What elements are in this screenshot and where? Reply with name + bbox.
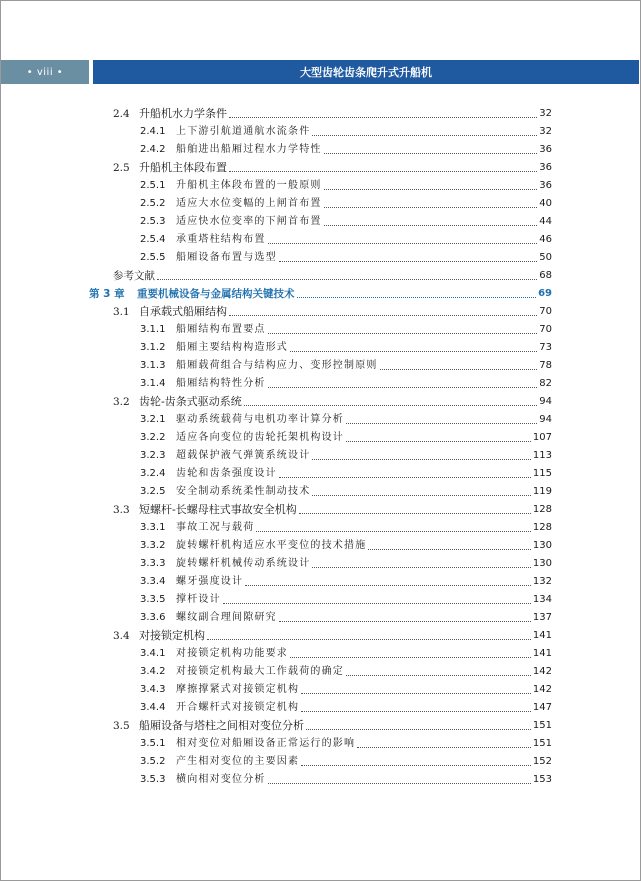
toc-entry-title: 对接锁定机构功能要求 bbox=[176, 648, 288, 659]
toc-entry[interactable] bbox=[140, 337, 552, 355]
toc-entry-title: 事故工况与载荷 bbox=[176, 522, 255, 533]
toc-entry-page: 141 bbox=[532, 648, 552, 659]
toc-entry-title: 对接锁定机构 bbox=[139, 629, 205, 642]
toc-entry-number: 3.4.2 bbox=[140, 666, 166, 677]
toc-entry[interactable] bbox=[113, 103, 552, 121]
toc-entry-page: 128 bbox=[532, 522, 552, 533]
toc-entry-number: 2.5.5 bbox=[140, 252, 166, 263]
toc-entry-number: 3.5.3 bbox=[140, 774, 166, 785]
page-number-label: • viii • bbox=[1, 60, 89, 84]
toc-entry-title: 重要机械设备与金属结构关键技术 bbox=[137, 288, 295, 300]
toc-entry[interactable] bbox=[140, 589, 552, 607]
dot-leader bbox=[346, 440, 531, 442]
dot-leader bbox=[312, 134, 537, 136]
dot-leader bbox=[301, 710, 531, 712]
toc-entry-page: 137 bbox=[532, 612, 552, 623]
dot-leader bbox=[229, 116, 537, 118]
toc-entry-number: 3.5.1 bbox=[140, 738, 166, 749]
toc-entry-number: 3.1.3 bbox=[140, 360, 166, 371]
toc-entry-page: 70 bbox=[539, 306, 552, 317]
toc-entry[interactable] bbox=[140, 535, 552, 553]
toc-entry-title: 旋转螺杆机械传动系统设计 bbox=[176, 558, 311, 569]
toc-entry[interactable] bbox=[140, 733, 552, 751]
dot-leader bbox=[279, 260, 537, 262]
toc-entry-page: 73 bbox=[539, 342, 552, 353]
toc-entry-page: 152 bbox=[532, 756, 552, 767]
toc-entry[interactable] bbox=[140, 445, 552, 463]
toc-references-entry[interactable] bbox=[113, 265, 552, 283]
toc-entry-title: 撑杆设计 bbox=[176, 594, 221, 605]
toc-entry-number: 3.4.3 bbox=[140, 684, 166, 695]
toc-entry-title: 船厢结构特性分析 bbox=[176, 378, 266, 389]
toc-entry[interactable] bbox=[140, 355, 552, 373]
dot-leader bbox=[324, 152, 538, 154]
toc-entry[interactable] bbox=[140, 229, 552, 247]
toc-entry-number: 2.5.2 bbox=[140, 198, 166, 209]
toc-entry-number: 3.3.4 bbox=[140, 576, 166, 587]
toc-entry-page: 40 bbox=[539, 198, 552, 209]
toc-entry-number: 3.3.6 bbox=[140, 612, 166, 623]
toc-entry-page: 130 bbox=[532, 540, 552, 551]
toc-entry-page: 32 bbox=[539, 126, 552, 137]
toc-entry-number: 3.3 bbox=[113, 504, 130, 516]
toc-entry-page: 113 bbox=[532, 450, 552, 461]
dot-leader bbox=[357, 746, 531, 748]
dot-leader bbox=[279, 620, 531, 622]
toc-entry-page: 151 bbox=[532, 720, 552, 731]
toc-entry-page: 107 bbox=[532, 432, 552, 443]
dot-leader bbox=[312, 566, 531, 568]
toc-entry-number: 3.1.2 bbox=[140, 342, 166, 353]
toc-entry-title: 船厢设备布置与选型 bbox=[176, 252, 277, 263]
toc-entry-number: 3.2.4 bbox=[140, 468, 166, 479]
toc-entry-page: 147 bbox=[532, 702, 552, 713]
toc-entry-title: 船厢载荷组合与结构应力、变形控制原则 bbox=[176, 360, 378, 371]
toc-entry-page: 151 bbox=[532, 738, 552, 749]
toc-entry[interactable] bbox=[140, 319, 552, 337]
toc-entry-number: 2.5.1 bbox=[140, 180, 166, 191]
toc-entry-page: 141 bbox=[532, 630, 552, 641]
toc-entry[interactable] bbox=[113, 499, 552, 517]
toc-entry-number: 3.2.3 bbox=[140, 450, 166, 461]
dot-leader bbox=[207, 638, 531, 640]
toc-entry-title: 适应快水位变率的下闸首布置 bbox=[176, 216, 322, 227]
toc-entry-number: 3.3.2 bbox=[140, 540, 166, 551]
dot-leader bbox=[299, 512, 531, 514]
toc-entry[interactable] bbox=[140, 121, 552, 139]
toc-entry[interactable] bbox=[140, 481, 552, 499]
toc-entry-page: 142 bbox=[532, 666, 552, 677]
dot-leader bbox=[290, 350, 537, 352]
toc-entry-page: 119 bbox=[532, 486, 552, 497]
toc-entry[interactable] bbox=[140, 463, 552, 481]
toc-entry-number: 2.4.2 bbox=[140, 144, 166, 155]
toc-entry[interactable] bbox=[140, 697, 552, 715]
dot-leader bbox=[229, 314, 537, 316]
toc-entry-page: 36 bbox=[539, 180, 552, 191]
toc-entry[interactable] bbox=[113, 715, 552, 733]
toc-entry[interactable] bbox=[140, 571, 552, 589]
toc-entry[interactable] bbox=[140, 751, 552, 769]
toc-entry-title: 摩擦撑紧式对接锁定机构 bbox=[176, 684, 300, 695]
toc-entry-number: 3.4.1 bbox=[140, 648, 166, 659]
toc-entry-number: 2.4.1 bbox=[140, 126, 166, 137]
toc-entry[interactable] bbox=[140, 769, 552, 787]
toc-entry-title: 船厢结构布置要点 bbox=[176, 324, 266, 335]
toc-entry-number: 3.3.1 bbox=[140, 522, 166, 533]
running-header bbox=[1, 60, 639, 84]
toc-entry-page: 128 bbox=[532, 504, 552, 515]
toc-entry-number: 3.1.1 bbox=[140, 324, 166, 335]
toc-entry-page: 153 bbox=[532, 774, 552, 785]
dot-leader bbox=[346, 674, 531, 676]
dot-leader bbox=[306, 728, 531, 730]
toc-chapter-entry[interactable] bbox=[89, 283, 552, 301]
dot-leader bbox=[268, 386, 538, 388]
toc-entry-title: 驱动系统载荷与电机功率计算分析 bbox=[176, 414, 344, 425]
toc-entry-page: 36 bbox=[539, 162, 552, 173]
toc-entry[interactable] bbox=[140, 643, 552, 661]
toc-entry-number: 2.5.4 bbox=[140, 234, 166, 245]
dot-leader bbox=[301, 692, 531, 694]
dot-leader bbox=[324, 224, 538, 226]
dot-leader bbox=[301, 764, 531, 766]
toc-entry-page: 130 bbox=[532, 558, 552, 569]
toc-entry[interactable] bbox=[140, 517, 552, 535]
toc-entry[interactable] bbox=[140, 175, 552, 193]
toc-entry-title: 上下游引航道通航水流条件 bbox=[176, 126, 311, 137]
toc-entry-number: 3.5 bbox=[113, 720, 130, 732]
toc-entry-title: 船厢设备与塔柱之间相对变位分析 bbox=[139, 719, 304, 732]
toc-entry-page: 115 bbox=[532, 468, 552, 479]
toc-entry-title: 升船机水力学条件 bbox=[139, 107, 227, 120]
dot-leader bbox=[368, 548, 531, 550]
toc-entry-title: 升船机主体段布置的一般原则 bbox=[176, 180, 322, 191]
toc-entry[interactable] bbox=[140, 373, 552, 391]
toc-entry-number: 3.2.1 bbox=[140, 414, 166, 425]
toc-entry-page: 68 bbox=[539, 270, 552, 281]
toc-entry-page: 70 bbox=[539, 324, 552, 335]
toc-entry-number: 3.3.5 bbox=[140, 594, 166, 605]
toc-entry[interactable] bbox=[113, 391, 552, 409]
toc-entry-page: 32 bbox=[539, 108, 552, 119]
toc-entry-title: 齿轮-齿条式驱动系统 bbox=[139, 395, 242, 408]
toc-entry-title: 安全制动系统柔性制动技术 bbox=[176, 486, 311, 497]
dot-leader bbox=[223, 602, 531, 604]
dot-leader bbox=[346, 422, 537, 424]
toc-entry-title: 船舶进出船厢过程水力学特性 bbox=[176, 144, 322, 155]
toc-entry-title: 产生相对变位的主要因素 bbox=[176, 756, 300, 767]
toc-entry-page: 132 bbox=[532, 576, 552, 587]
toc-entry-number: 3.3.3 bbox=[140, 558, 166, 569]
toc-entry-title: 横向相对变位分析 bbox=[176, 774, 266, 785]
dot-leader bbox=[324, 206, 538, 208]
dot-leader bbox=[279, 476, 531, 478]
dot-leader bbox=[229, 170, 537, 172]
toc-entry-title: 短螺杆-长螺母柱式事故安全机构 bbox=[139, 503, 297, 516]
dot-leader bbox=[268, 782, 531, 784]
toc-entry-number: 3.1 bbox=[113, 306, 130, 318]
toc-entry-title: 对接锁定机构最大工作载荷的确定 bbox=[176, 666, 344, 677]
toc-entry-title: 参考文献 bbox=[113, 270, 155, 282]
toc-entry-page: 134 bbox=[532, 594, 552, 605]
dot-leader bbox=[256, 530, 531, 532]
toc-entry-page: 50 bbox=[539, 252, 552, 263]
toc-entry-number: 3.4.4 bbox=[140, 702, 166, 713]
toc-entry-number: 3.2.5 bbox=[140, 486, 166, 497]
dot-leader bbox=[245, 584, 531, 586]
toc-entry-title: 升船机主体段布置 bbox=[139, 161, 227, 174]
toc-entry-title: 螺牙强度设计 bbox=[176, 576, 244, 587]
toc-entry-title: 适应各向变位的齿轮托架机构设计 bbox=[176, 432, 344, 443]
toc-entry[interactable] bbox=[140, 427, 552, 445]
toc-entry-number: 2.5.3 bbox=[140, 216, 166, 227]
toc-entry-title: 承重塔柱结构布置 bbox=[176, 234, 266, 245]
toc-entry-page: 44 bbox=[539, 216, 552, 227]
toc-entry[interactable] bbox=[140, 553, 552, 571]
toc-entry-page: 36 bbox=[539, 144, 552, 155]
dot-leader bbox=[268, 332, 538, 334]
toc-entry-page: 78 bbox=[539, 360, 552, 371]
toc-entry-title: 相对变位对船厢设备正常运行的影响 bbox=[176, 738, 356, 749]
toc-entry-title: 开合螺杆式对接锁定机构 bbox=[176, 702, 300, 713]
toc-entry-number: 第 3 章 bbox=[89, 288, 125, 300]
toc-entry-page: 142 bbox=[532, 684, 552, 695]
toc-entry[interactable] bbox=[140, 409, 552, 427]
dot-leader bbox=[244, 404, 538, 406]
dot-leader bbox=[312, 494, 531, 496]
toc-entry-number: 3.5.2 bbox=[140, 756, 166, 767]
toc-entry-number: 2.5 bbox=[113, 162, 130, 174]
dot-leader bbox=[157, 278, 537, 280]
toc-entry-page: 69 bbox=[538, 288, 552, 299]
toc-entry-number: 3.1.4 bbox=[140, 378, 166, 389]
dot-leader bbox=[268, 242, 538, 244]
toc-entry-title: 超载保护液气弹簧系统设计 bbox=[176, 450, 311, 461]
dot-leader bbox=[312, 458, 531, 460]
toc-entry-number: 3.4 bbox=[113, 630, 130, 642]
toc-entry-number: 2.4 bbox=[113, 108, 130, 120]
dot-leader bbox=[297, 296, 537, 298]
toc-entry-page: 94 bbox=[539, 414, 552, 425]
dot-leader bbox=[380, 368, 538, 370]
toc-entry[interactable] bbox=[140, 247, 552, 265]
toc-entry-number: 3.2.2 bbox=[140, 432, 166, 443]
toc-entry-title: 船厢主要结构构造形式 bbox=[176, 342, 288, 353]
toc-entry[interactable] bbox=[113, 157, 552, 175]
toc-entry[interactable] bbox=[140, 139, 552, 157]
toc-entry[interactable] bbox=[140, 607, 552, 625]
toc-entry-page: 46 bbox=[539, 234, 552, 245]
toc-entry[interactable] bbox=[140, 193, 552, 211]
dot-leader bbox=[290, 656, 531, 658]
book-title-banner: 大型齿轮齿条爬升式升船机 bbox=[93, 60, 639, 84]
toc-entry[interactable] bbox=[140, 661, 552, 679]
toc-entry-title: 螺纹副合理间隙研究 bbox=[176, 612, 277, 623]
dot-leader bbox=[324, 188, 538, 190]
toc-entry-page: 82 bbox=[539, 378, 552, 389]
toc-entry-title: 适应大水位变幅的上闸首布置 bbox=[176, 198, 322, 209]
toc-entry-title: 自承载式船厢结构 bbox=[139, 305, 227, 318]
toc-entry[interactable] bbox=[113, 301, 552, 319]
toc-entry[interactable] bbox=[140, 211, 552, 229]
toc-entry[interactable] bbox=[140, 679, 552, 697]
toc-entry-title: 齿轮和齿条强度设计 bbox=[176, 468, 277, 479]
toc-entry-number: 3.2 bbox=[113, 396, 130, 408]
toc-entry[interactable] bbox=[113, 625, 552, 643]
toc-entry-page: 94 bbox=[539, 396, 552, 407]
toc-entry-title: 旋转螺杆机构适应水平变位的技术措施 bbox=[176, 540, 367, 551]
